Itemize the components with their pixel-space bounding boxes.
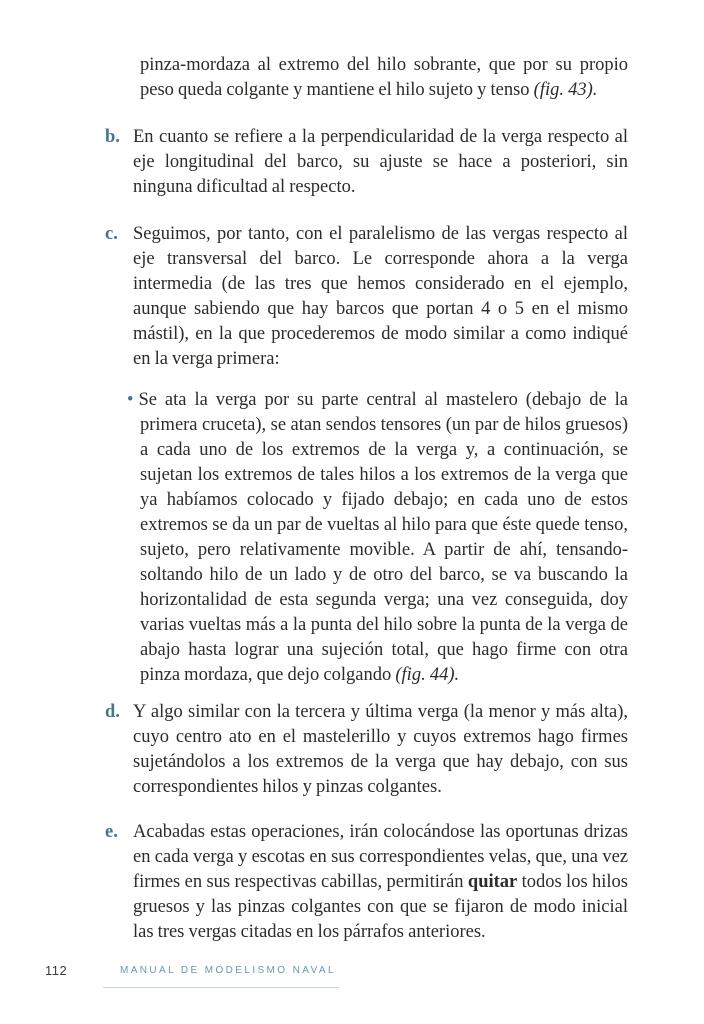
list-item-b [105,125,628,200]
item-e-text-before: Acabadas estas operaciones, irán colocándose las oportunas drizas en cada verga y escotas en sus correspondientes velas, que, una vez firmes en sus respectivas cabillas, permitirán [133,822,628,892]
item-d-label: d. [105,702,120,722]
item-e-label: e. [105,822,118,842]
intro-text: pinza-mordaza al extremo del hilo sobrante, que por su propio peso queda colgante y mantiene el hilo sujeto y tenso [140,55,628,100]
bullet-paragraph [127,388,628,688]
bold-word-quitar: quitar [467,872,518,892]
item-e-text [133,820,628,945]
item-b-text: En cuanto se refiere a la perpendicularidad de la verga respecto al eje longitudinal del barco, su ajuste se hace a posteriori, sin ninguna dificultad al respecto. [133,127,628,197]
page-number: 112 [45,963,68,978]
bullet-text: Se ata la verga por su parte central al mastelero (debajo de la primera cruceta), se atan sendos tensores (un par de hilos gruesos) a cada uno de los extremos de la verga y, a continuación, se sujetan los extremos de tales hilos a los extremos de la verga que ya habíamos colocado y fijado debajo; en cada uno de estos extremos se da un par de vueltas al hilo para que éste quede tenso, sujeto, pero relativamente movible. A partir de ahí, tensando-soltando hilo de un lado y de otro del barco, se va buscando la horizontalidad de esta segunda verga; una vez conseguida, doy varias vueltas más a la punta del hilo sobre la punta de la verga de abajo hasta lograr una sujeción total, que hago firme con otra pinza mordaza, que dejo colgando [138,390,628,685]
item-d-text: Y algo similar con la tercera y última verga (la menor y más alta), cuyo centro ato en el mastelerillo y cuyos extremos hago firmes sujetándolos a los extremos de la verga que hay debajo, con sus correspondientes hilos y pinzas colgantes. [133,702,628,797]
bullet-marker: • [127,390,134,410]
fig-43-reference: (fig. 43). [533,80,598,100]
footer-rule [103,987,339,988]
page-footer [0,958,704,998]
running-title: MANUAL DE MODELISMO NAVAL [120,965,336,976]
list-item-d [105,700,628,800]
intro-paragraph [140,53,628,103]
page-content [105,53,628,945]
list-item-c [105,222,628,372]
item-b-label: b. [105,127,120,147]
list-item-e [105,820,628,945]
item-c-text: Seguimos, por tanto, con el paralelismo de las vergas respecto al eje transversal del barco. Le corresponde ahora a la verga intermedia (de las tres que hemos considerado en el ejemplo, aunque sabiendo que hay barcos que portan 4 o 5 en el mismo mástil), en la que procederemos de modo similar a como indiqué en la verga primera: [133,224,628,369]
item-e-text-after: todos los hilos gruesos y las pinzas colgantes con que se fijaron de modo inicial las tres vergas citadas en los párrafos anteriores. [133,872,628,942]
fig-44-reference: (fig. 44). [395,665,460,685]
item-c-label: c. [105,224,118,244]
